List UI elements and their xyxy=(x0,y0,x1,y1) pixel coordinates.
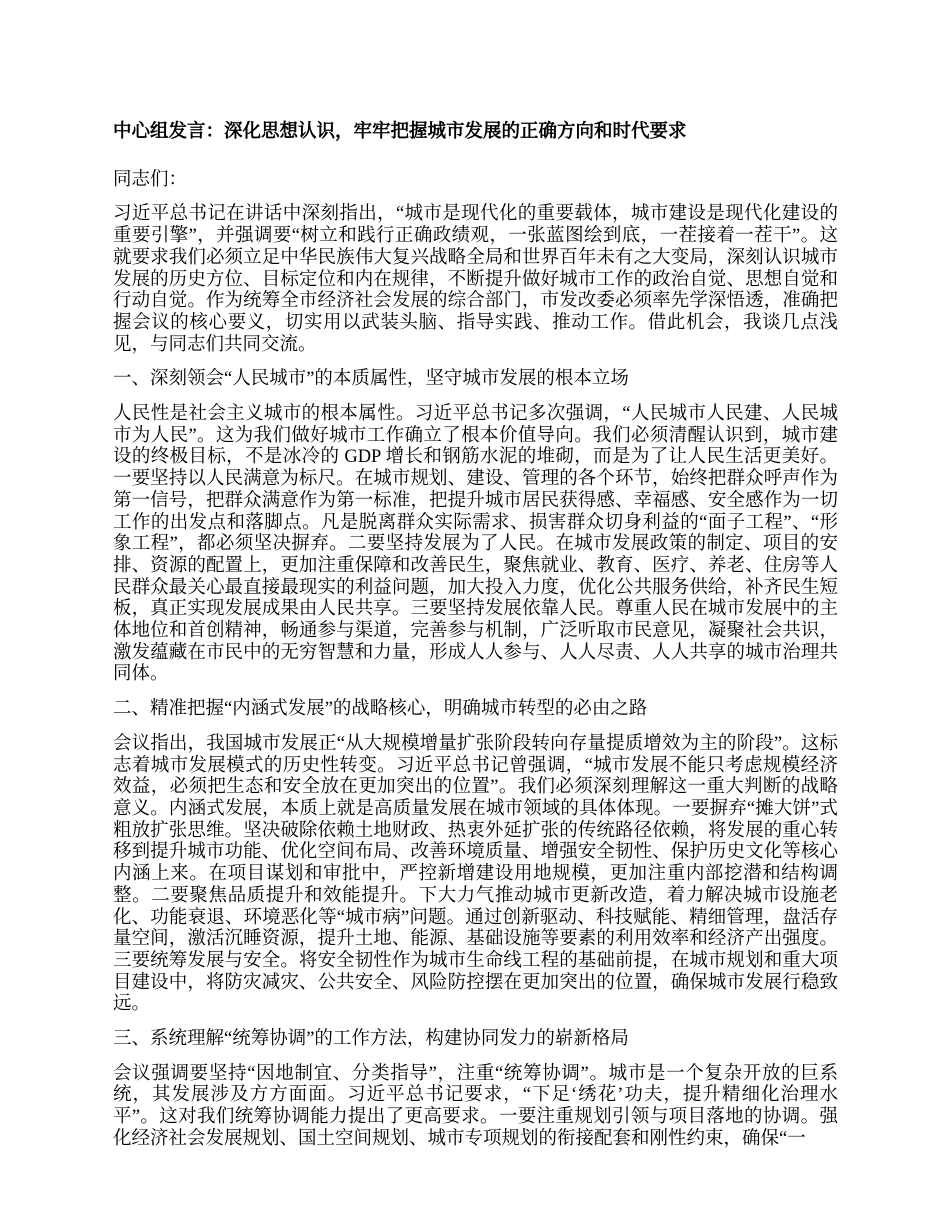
section-heading-1: 一、深刻领会“人民城市”的本质属性，坚守城市发展的根本立场 xyxy=(113,369,629,390)
paragraph-intro: 习近平总书记在讲话中深刻指出，“城市是现代化的重要载体，城市建设是现代化建设的重要引擎”，并强调要“树立和践行正确政绩观，一张蓝图绘到底，一茬接着一茬干”。这就要求我们必须立足中华民族伟大复兴战略全局和世界百年未有之大变局，深刻认识城市发展的历史方位、目标定位和内在规律，不断提升做好城市工作的政治自觉、思想自觉和行动自觉。作为统筹全市经济社会发展的综合部门，市发改委必须率先学深悟透，准确把握会议的核心要义，切实用以武装头脑、指导实践、推动工作。借此机会，我谈几点浅见，与同志们共同交流。 xyxy=(113,204,838,355)
paragraph-section-3: 会议强调要坚持“因地制宜、分类指导”，注重“统筹协调”。城市是一个复杂开放的巨系统，其发展涉及方方面面。习近平总书记要求，“下足‘绣花’功夫，提升精细化治理水平”。这对我们统筹协调能力提出了更高要求。一要注重规划引领与项目落地的协调。强化经济社会发展规划、国土空间规划、城市专项规划的衔接配套和刚性约束，确保“一 xyxy=(113,1063,838,1149)
salutation: 同志们： xyxy=(113,169,188,190)
section-heading-2: 二、精准把握“内涵式发展”的战略核心，明确城市转型的必由之路 xyxy=(113,699,648,720)
document-title: 中心组发言：深化思想认识，牢牢把握城市发展的正确方向和时代要求 xyxy=(113,122,687,142)
paragraph-section-1: 人民性是社会主义城市的根本属性。习近平总书记多次强调，“人民城市人民建、人民城市为人民”。这为我们做好城市工作确立了根本价值导向。我们必须清醒认识到，城市建设的终极目标，不是冰冷的 GDP 增长和钢筋水泥的堆砌，而是为了让人民生活更美好。一要坚持以人民满意为标尺。在城市规划、建设、管理的各个环节，始终把群众呼声作为第一信号，把群众满意作为第一标准，把提升城市居民获得感、幸福感、安全感作为一切工作的出发点和落脚点。凡是脱离群众实际需求、损害群众切身利益的“面子工程”、“形象工程”，都必须坚决摒弃。二要坚持发展为了人民。在城市发展政策的制定、项目的安排、资源的配置上，更加注重保障和改善民生，聚焦就业、教育、医疗、养老、住房等人民群众最关心最直接最现实的利益问题，加大投入力度，优化公共服务供给，补齐民生短板，真正实现发展成果由人民共享。三要坚持发展依靠人民。尊重人民在城市发展中的主体地位和首创精神，畅通参与渠道，完善参与机制，广泛听取市民意见，凝聚社会共识，激发蕴藏在市民中的无穷智慧和力量，形成人人参与、人人尽责、人人共享的城市治理共同体。 xyxy=(113,404,838,685)
paragraph-section-2: 会议指出，我国城市发展正“从大规模增量扩张阶段转向存量提质增效为主的阶段”。这标志着城市发展模式的历史性转变。习近平总书记曾强调，“城市发展不能只考虑规模经济效益，必须把生态和安全放在更加突出的位置”。我们必须深刻理解这一重大判断的战略意义。内涵式发展，本质上就是高质量发展在城市领域的具体体现。一要摒弃“摊大饼”式粗放扩张思维。坚决破除依赖土地财政、热衷外延扩张的传统路径依赖，将发展的重心转移到提升城市功能、优化空间布局、改善环境质量、增强安全韧性、保护历史文化等核心内涵上来。在项目谋划和审批中，严控新增建设用地规模，更加注重内部挖潜和结构调整。二要聚焦品质提升和效能提升。下大力气推动城市更新改造，着力解决城市设施老化、功能衰退、环境恶化等“城市病”问题。通过创新驱动、科技赋能、精细管理，盘活存量空间，激活沉睡资源，提升土地、能源、基础设施等要素的利用效率和经济产出强度。三要统筹发展与安全。将安全韧性作为城市生命线工程的基础前提，在城市规划和重大项目建设中，将防灾减灾、公共安全、风险防控摆在更加突出的位置，确保城市发展行稳致远。 xyxy=(113,733,838,1015)
section-heading-3: 三、系统理解“统筹协调”的工作方法，构建协同发力的崭新格局 xyxy=(113,1029,629,1050)
